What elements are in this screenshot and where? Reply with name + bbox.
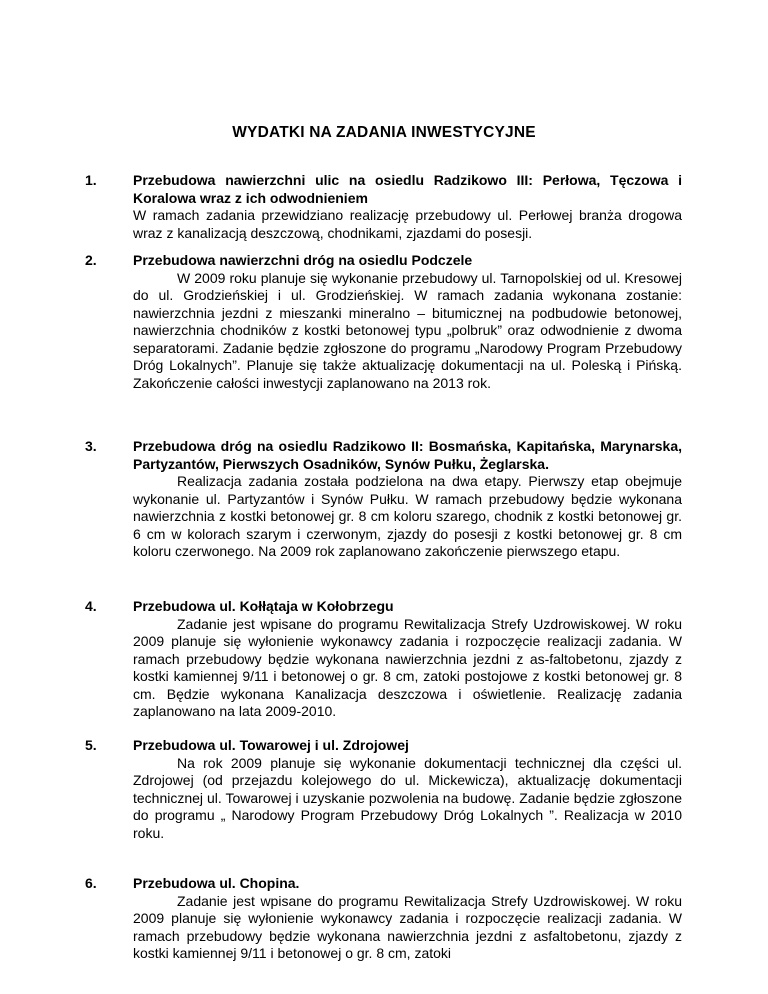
item-heading: Przebudowa dróg na osiedlu Radzikowo II: Bosmańska, Kapitańska, Marynarska, Partyzantów, Pierwszych Osadników, Synów Pułku, Żeglarska.: [133, 438, 682, 472]
investment-item-2: [85, 252, 682, 392]
item-body: Zadanie jest wpisane do programu Rewitalizacja Strefy Uzdrowiskowej. W roku 2009 planuje się wyłonienie wykonawcy zadania i rozpoczęcie realizacji zadania. W ramach przebudowy będzie wykonana nawierzchnia jezdni z asfaltobetonu, zjazdy z kostki kamiennej 9/11 i betonowej o gr. 8 cm, zatoki: [133, 892, 682, 961]
item-number: 4.: [85, 598, 97, 614]
investment-item-4: [85, 598, 682, 721]
investment-item-3: [85, 438, 682, 561]
item-heading: Przebudowa nawierzchni dróg na osiedlu Podczele: [133, 252, 473, 268]
item-body: W 2009 roku planuje się wykonanie przebudowy ul. Tarnopolskiej od ul. Kresowej do ul. Grodzieńskiej i ul. Grodzieńskiej. W ramach zadania wykonana zostanie: nawierzchnia jezdni z mieszanki mineralno – bitumicznej na podbudowie betonowej, nawierzchnia chodników z kostki betonowej typu „polbruk” oraz odwodnienie z dwoma separatorami. Zadanie będzie zgłoszone do programu „Narodowy Program Przebudowy Dróg Lokalnych”. Planuje się także aktualizację dokumentacji na ul. Poleską i Pińską. Zakończenie całości inwestycji zaplanowano na 2013 rok.: [133, 269, 682, 391]
item-number: 6.: [85, 875, 97, 891]
item-body: Zadanie jest wpisane do programu Rewitalizacja Strefy Uzdrowiskowej. W roku 2009 planuje się wyłonienie wykonawcy zadania i rozpoczęcie realizacji zadania. W ramach przebudowy będzie wykonana nawierzchnia jezdni z as-faltobetonu, zjazdy z kostki kamiennej 9/11 i betonowej o gr. 8 cm, zatoki postojowe z kostki betonowej gr. 8 cm. Będzie wykonana Kanalizacja deszczowa i oświetlenie. Realizację zadania zaplanowano na lata 2009-2010.: [133, 615, 682, 719]
item-body: Na rok 2009 planuje się wykonanie dokumentacji technicznej dla części ul. Zdrojowej (od przejazdu kolejowego do ul. Mickewicza), aktualizację dokumentacji technicznej ul. Towarowej i uzyskanie pozwolenia na budowę. Zadanie będzie zgłoszone do programu „ Narodowy Program Przebudowy Dróg Lokalnych ”. Realizacja w 2010 roku.: [133, 754, 682, 841]
document-title: WYDATKI NA ZADANIA INWESTYCYJNE: [232, 124, 536, 141]
item-number: 2.: [85, 252, 97, 268]
item-number: 5.: [85, 737, 97, 753]
item-number: 3.: [85, 438, 97, 454]
item-heading: Przebudowa ul. Kołłątaja w Kołobrzegu: [133, 598, 394, 614]
investment-item-5: [85, 737, 682, 842]
item-heading: Przebudowa ul. Chopina.: [133, 875, 300, 891]
investment-item-6: [85, 875, 682, 963]
item-number: 1.: [85, 172, 97, 188]
investment-item-1: [85, 172, 682, 242]
item-body: W ramach zadania przewidziano realizację przebudowy ul. Perłowej branża drogowa wraz z kanalizacją deszczową, chodnikami, zjazdami do posesji.: [133, 207, 682, 241]
item-body: Realizacja zadania została podzielona na dwa etapy. Pierwszy etap obejmuje wykonanie ul. Partyzantów i Synów Pułku. W ramach przebudowy będzie wykonana nawierzchnia z kostki betonowej gr. 8 cm koloru szarego, chodnik z kostki betonowej gr. 6 cm w kolorach szarym i czerwonym, zjazdy do posesji z kostki betonowej gr. 8 cm koloru czerwonego. Na 2009 rok zaplanowano zakończenie pierwszego etapu.: [133, 473, 682, 559]
item-heading: Przebudowa ul. Towarowej i ul. Zdrojowej: [133, 737, 409, 753]
item-heading: Przebudowa nawierzchni ulic na osiedlu Radzikowo III: Perłowa, Tęczowa i Koralowa wraz z ich odwodnieniem: [133, 172, 682, 206]
